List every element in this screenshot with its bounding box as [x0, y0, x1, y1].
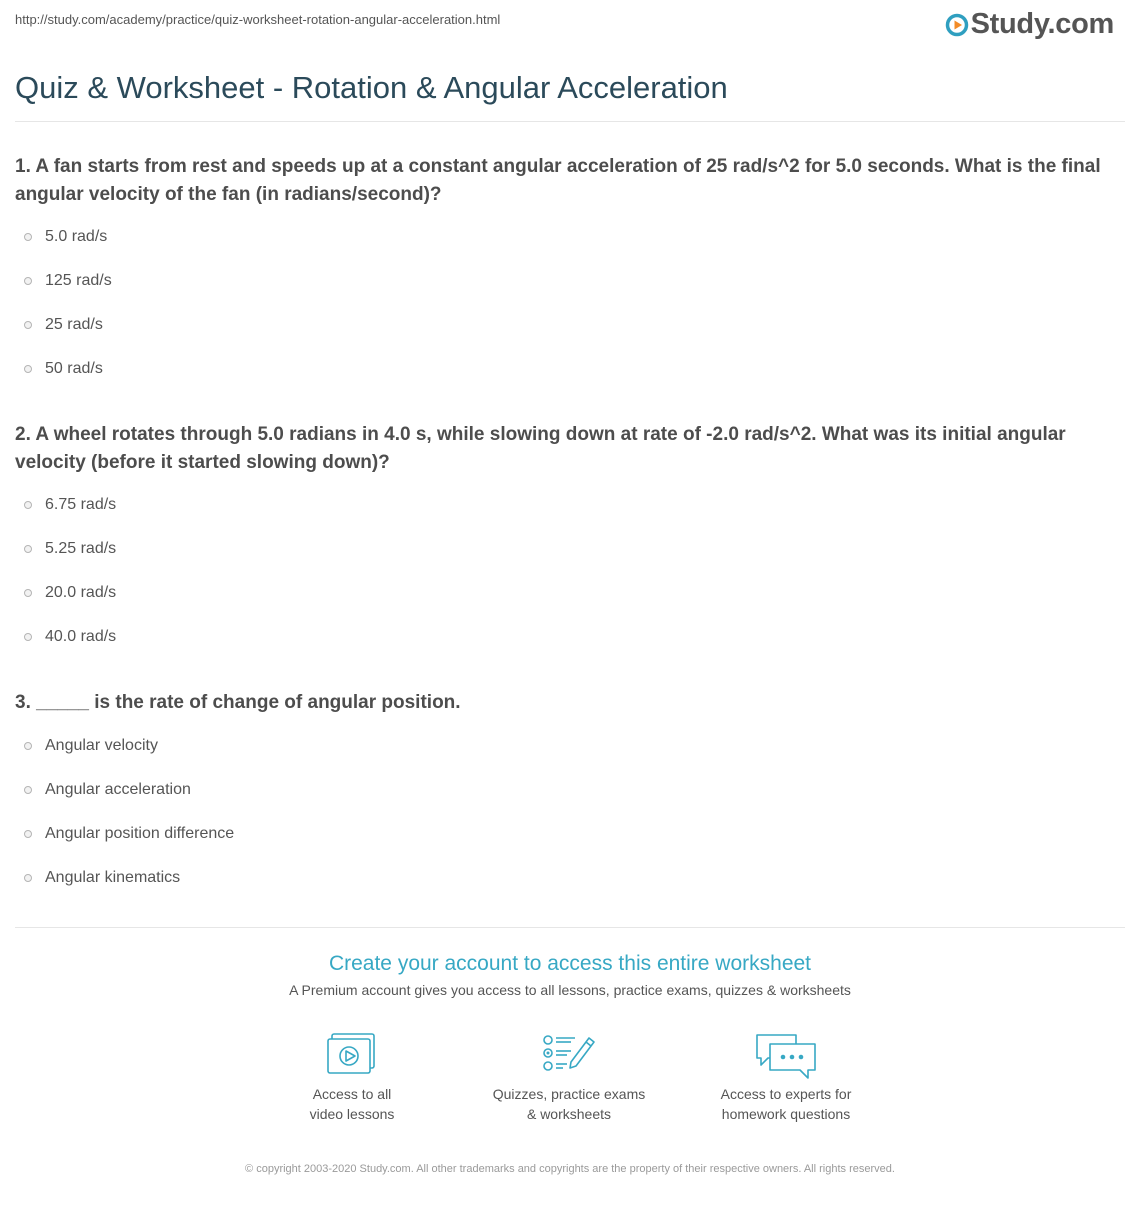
feature-label: [686, 1084, 886, 1124]
radio-button[interactable]: [24, 545, 32, 553]
answer-option[interactable]: [15, 483, 1125, 527]
feature-video-lessons: [252, 1032, 452, 1124]
answer-option[interactable]: [15, 215, 1125, 259]
page-url[interactable]: http://study.com/academy/practice/quiz-worksheet-rotation-angular-acceleration.html: [15, 12, 501, 27]
radio-button[interactable]: [24, 501, 32, 509]
answer-option[interactable]: [15, 303, 1125, 347]
answer-label: Angular acceleration: [45, 781, 191, 798]
radio-button[interactable]: [24, 633, 32, 641]
feature-label-line: video lessons: [309, 1106, 395, 1122]
top-bar: [0, 0, 1140, 44]
answer-label: 6.75 rad/s: [45, 496, 117, 513]
feature-label-line: Access to experts for: [720, 1086, 852, 1102]
question-3: [15, 689, 1125, 900]
radio-button[interactable]: [24, 321, 32, 329]
play-circle-icon: [945, 13, 969, 37]
question-text: 2. A wheel rotates through 5.0 radians in 4.0 s, while slowing down at rate of -2.0 rad/s^2. What was its initial angular velocity (before it started slowing down)?: [15, 424, 1066, 473]
quiz-checklist-icon: [541, 1032, 597, 1076]
feature-label-line: Quizzes, practice exams: [492, 1086, 646, 1102]
copyright-notice: © copyright 2003-2020 Study.com. All other trademarks and copyrights are the property of their respective owners. All rights reserved.: [245, 1163, 895, 1175]
answer-option[interactable]: [15, 347, 1125, 391]
cta-subtitle: A Premium account gives you access to all lessons, practice exams, quizzes & worksheets: [289, 982, 851, 998]
question-2: [15, 421, 1125, 659]
answer-option[interactable]: [15, 259, 1125, 303]
chat-bubbles-icon: [754, 1032, 818, 1082]
feature-label-line: homework questions: [721, 1106, 851, 1122]
radio-button[interactable]: [24, 589, 32, 597]
logo-text: Study.com: [970, 8, 1114, 40]
answer-option[interactable]: [15, 768, 1125, 812]
feature-label-line: Access to all: [312, 1086, 392, 1102]
answer-label: Angular velocity: [45, 737, 158, 754]
radio-button[interactable]: [24, 277, 32, 285]
question-text: 1. A fan starts from rest and speeds up at a constant angular acceleration of 25 rad/s^2 for 5.0 seconds. What is the final angular velocity of the fan (in radians/second)?: [15, 156, 1101, 205]
answer-options: [15, 724, 1125, 900]
cta-title[interactable]: Create your account to access this entire worksheet: [328, 952, 812, 975]
feature-quizzes: [469, 1032, 669, 1124]
video-lessons-icon: [326, 1032, 378, 1076]
feature-label: [469, 1084, 669, 1124]
radio-button[interactable]: [24, 874, 32, 882]
answer-options: [15, 483, 1125, 659]
answer-option[interactable]: [15, 527, 1125, 571]
study-logo[interactable]: [945, 8, 1114, 41]
answer-label: 5.0 rad/s: [45, 228, 108, 245]
feature-experts: [686, 1032, 886, 1124]
answer-label: 40.0 rad/s: [45, 628, 117, 645]
feature-label: [252, 1084, 452, 1124]
answer-option[interactable]: [15, 812, 1125, 856]
radio-button[interactable]: [24, 365, 32, 373]
title-divider: [15, 121, 1125, 122]
radio-button[interactable]: [24, 830, 32, 838]
answer-label: 5.25 rad/s: [45, 540, 117, 557]
radio-button[interactable]: [24, 786, 32, 794]
question-text: 3. _____ is the rate of change of angular position.: [15, 692, 461, 713]
answer-label: 25 rad/s: [45, 316, 103, 333]
answer-label: Angular kinematics: [45, 869, 181, 886]
answer-label: 20.0 rad/s: [45, 584, 117, 601]
answer-option[interactable]: [15, 724, 1125, 768]
question-1: [15, 153, 1125, 391]
answer-option[interactable]: [15, 615, 1125, 659]
section-divider: [15, 927, 1125, 928]
radio-button[interactable]: [24, 233, 32, 241]
page-title: Quiz & Worksheet - Rotation & Angular Acceleration: [15, 70, 728, 105]
answer-option[interactable]: [15, 571, 1125, 615]
answer-label: 125 rad/s: [45, 272, 112, 289]
answer-options: [15, 215, 1125, 391]
answer-label: Angular position difference: [45, 825, 235, 842]
feature-label-line: & worksheets: [526, 1106, 612, 1122]
radio-button[interactable]: [24, 742, 32, 750]
answer-label: 50 rad/s: [45, 360, 103, 377]
answer-option[interactable]: [15, 856, 1125, 900]
